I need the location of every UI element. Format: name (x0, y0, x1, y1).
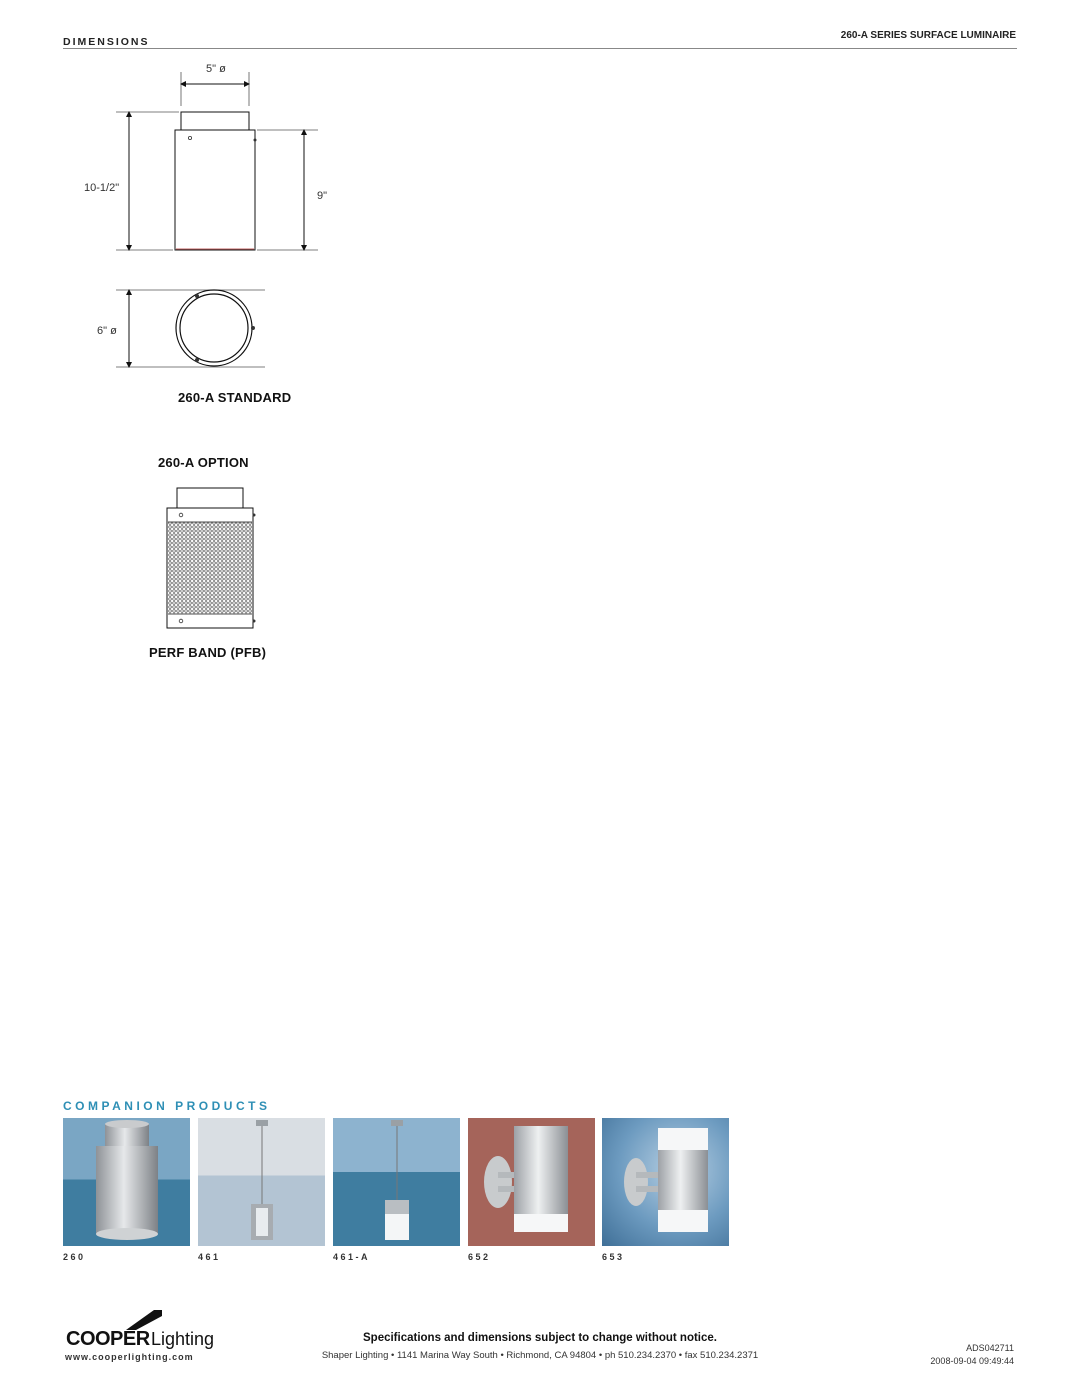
brand-name: COOPER (66, 1328, 150, 1350)
product-thumb-652[interactable] (468, 1118, 595, 1246)
standard-title: 260-A STANDARD (178, 390, 292, 405)
companion-products-heading: COMPANION PRODUCTS (63, 1099, 271, 1113)
disclaimer-text: Specifications and dimensions subject to change without notice. (363, 1332, 717, 1344)
body-diameter-label: 6" ø (97, 325, 117, 337)
cooper-lighting-logo (66, 1308, 216, 1353)
product-label-652: 652 (468, 1252, 491, 1262)
option-title: 260-A OPTION (158, 455, 249, 470)
company-address: Shaper Lighting • 1141 Marina Way South • Richmond, CA 94804 • ph 510.234.2370 • fax 510.234.2371 (321, 1350, 759, 1361)
document-date: 2008-09-04 09:49:44 (930, 1356, 1014, 1366)
product-label-653: 653 (602, 1252, 625, 1262)
product-label-260: 260 (63, 1252, 86, 1262)
product-thumb-461[interactable] (198, 1118, 325, 1246)
product-label-461-a: 461-A (333, 1252, 371, 1262)
body-height-label: 9" (317, 190, 328, 202)
document-id: ADS042711 (966, 1343, 1014, 1353)
fixture-652-image (468, 1118, 595, 1246)
overall-height-label: 10-1/2" (84, 182, 120, 194)
product-thumb-653[interactable] (602, 1118, 729, 1246)
fixture-653-image (602, 1118, 729, 1246)
website-link[interactable]: www.cooperlighting.com (65, 1352, 194, 1362)
section-heading-dimensions: DIMENSIONS (63, 36, 150, 48)
product-thumb-260[interactable] (63, 1118, 190, 1246)
product-label-461: 461 (198, 1252, 221, 1262)
document-title: 260-A SERIES SURFACE LUMINAIRE (840, 30, 1016, 41)
header-divider (63, 48, 1017, 49)
brand-sub: Lighting (151, 1329, 215, 1349)
perf-band-title: PERF BAND (PFB) (149, 645, 267, 660)
top-diameter-label: 5" ø (206, 63, 226, 75)
fixture-461-image (198, 1118, 325, 1246)
fixture-260-image (63, 1118, 190, 1246)
product-thumb-461-a[interactable] (333, 1118, 460, 1246)
perf-band-drawing (160, 485, 260, 635)
fixture-461-a-image (333, 1118, 460, 1246)
